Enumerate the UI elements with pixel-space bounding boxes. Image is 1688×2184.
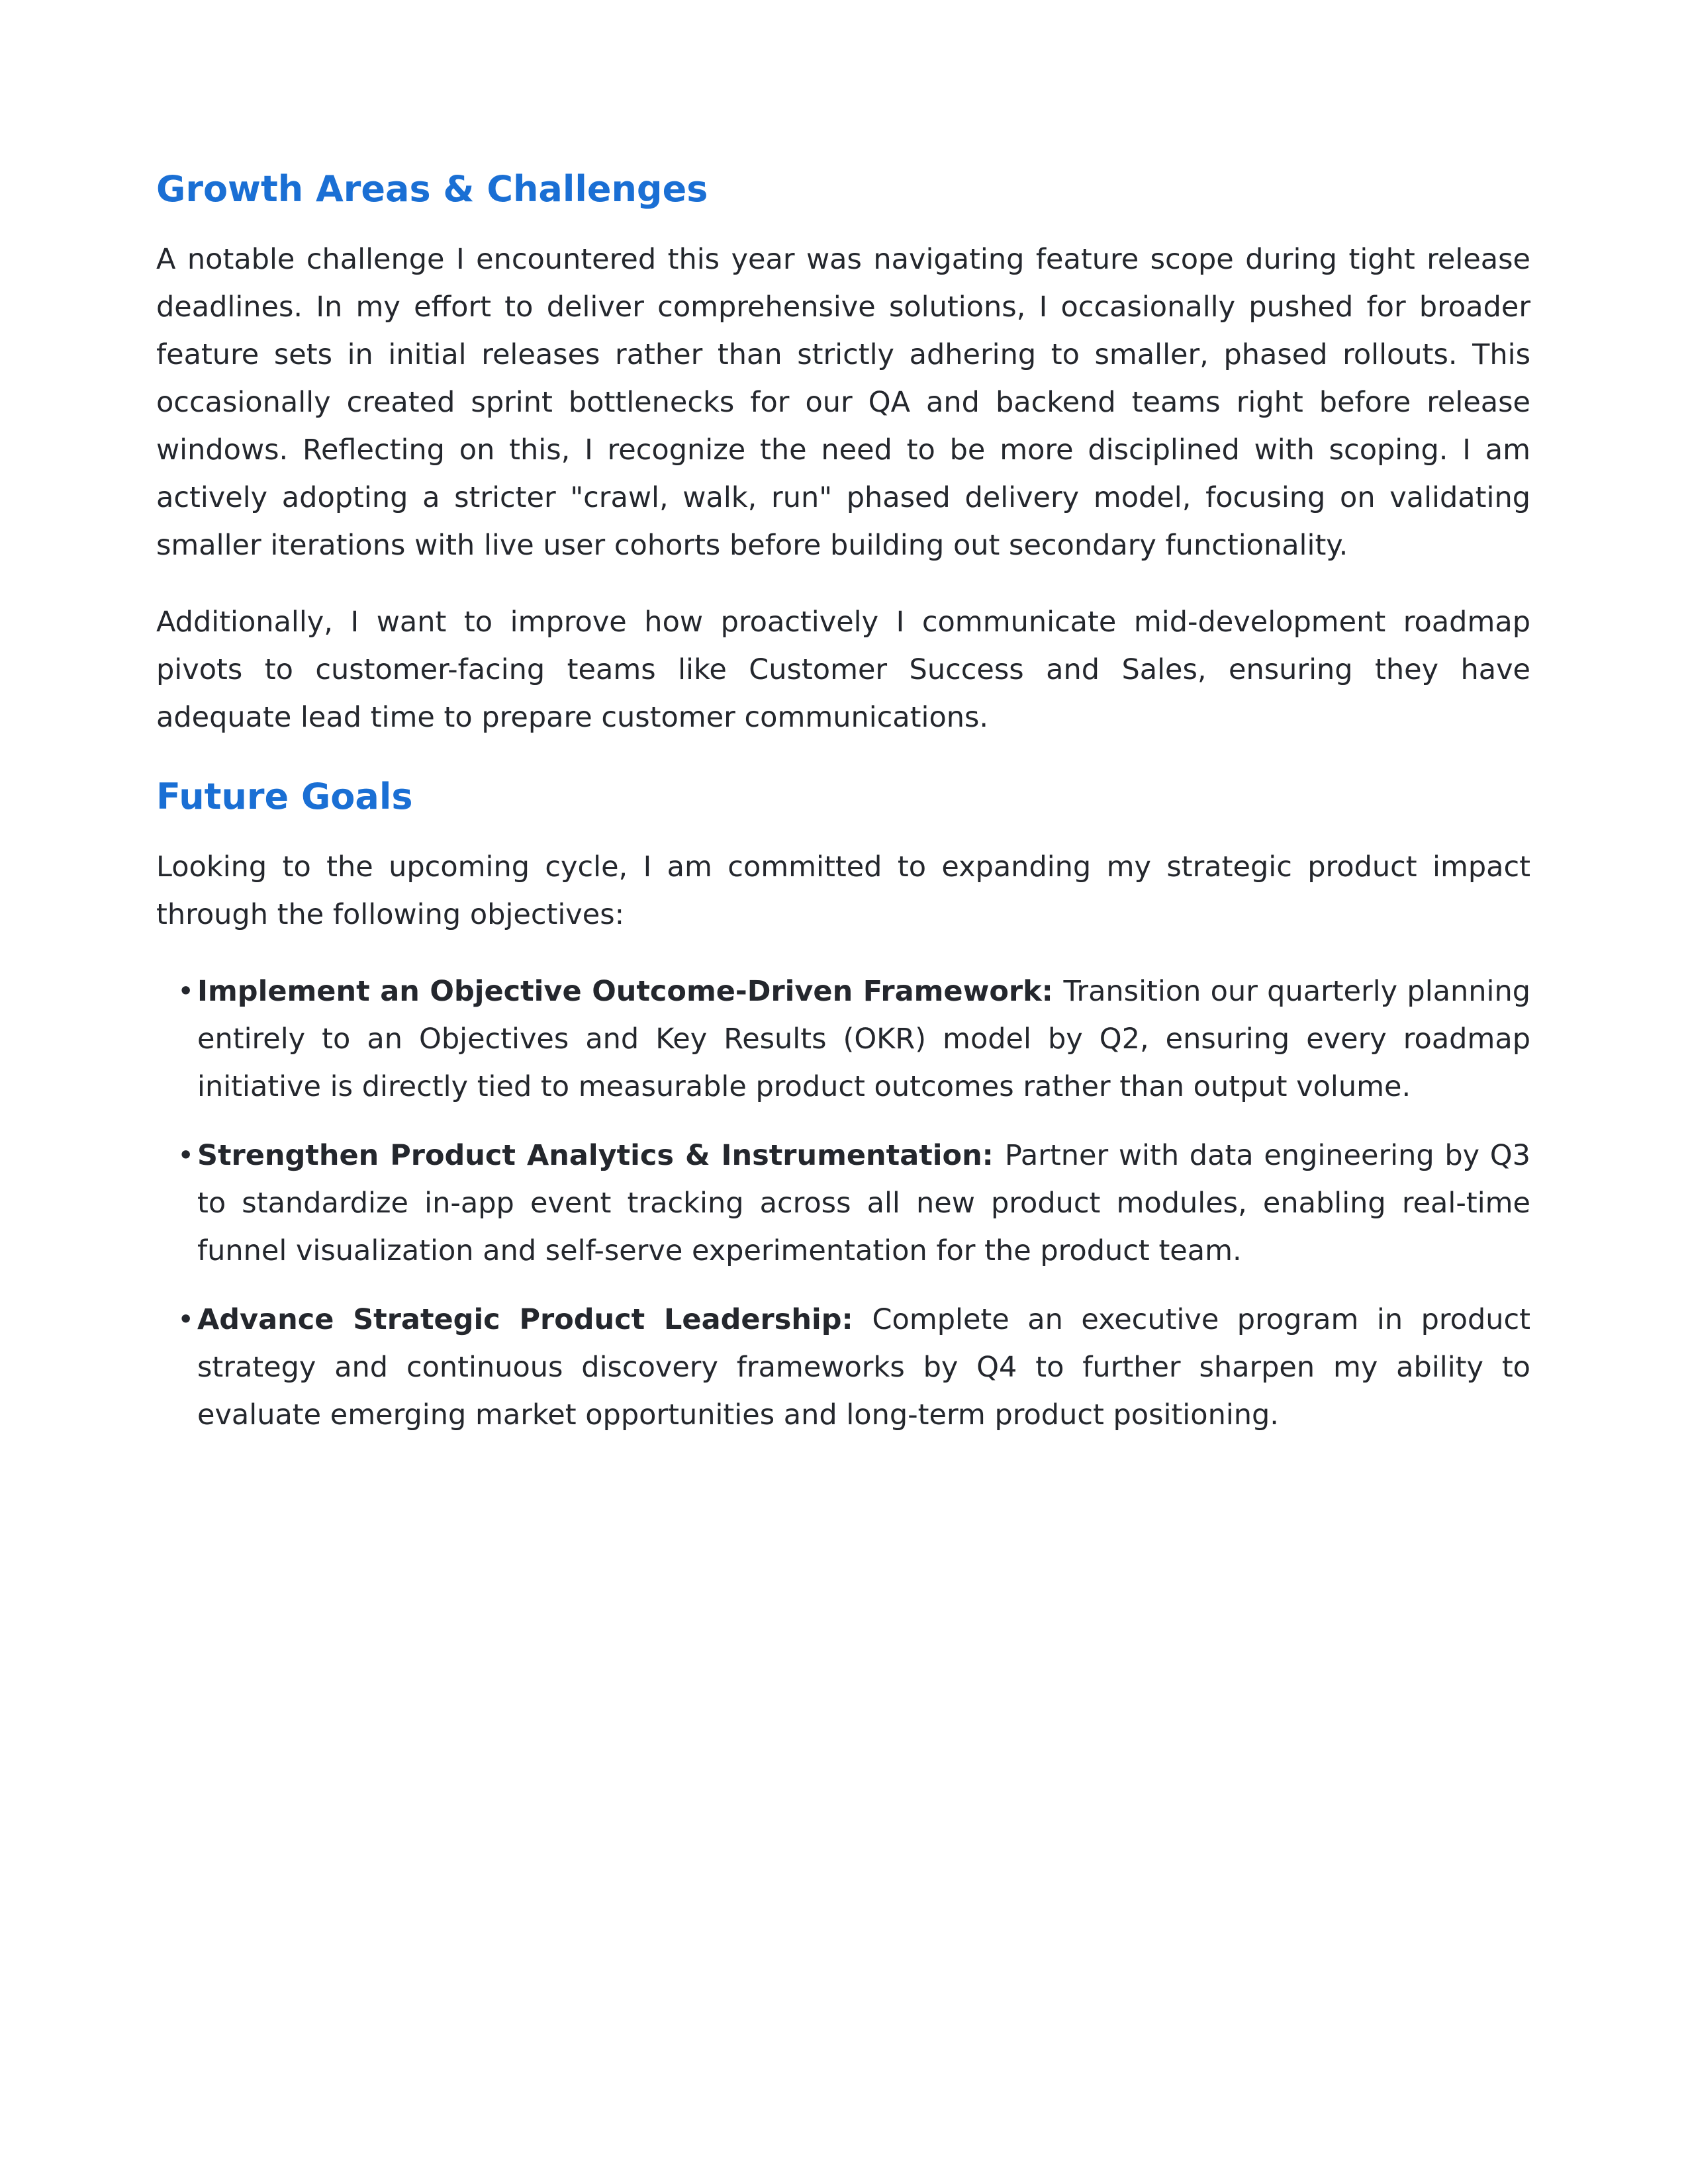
growth-paragraph-2: Additionally, I want to improve how proactively I communicate mid-development roadmap pivots to customer-facing teams like Customer Success and Sales, ensuring they have adequate lead time to prepare customer communications.: [156, 606, 1530, 734]
goals-section: [156, 773, 1530, 1439]
goal-item: [177, 1296, 1530, 1439]
goal-title: Strengthen Product Analytics & Instrumentation:: [197, 1139, 1005, 1172]
growth-paragraph-1: A notable challenge I encountered this year was navigating feature scope during tight release deadlines. In my effort to deliver comprehensive solutions, I occasionally pushed for broader feature sets in initial releases rather than strictly adhering to smaller, phased rollouts. This occasionally created sprint bottlenecks for our QA and backend teams right before release windows. Reflecting on this, I recognize the need to be more disciplined with scoping. I am actively adopting a stricter "crawl, walk, run" phased delivery model, focusing on validating smaller iterations with live user cohorts before building out secondary functionality.: [156, 243, 1530, 562]
growth-section: [156, 165, 1530, 741]
goals-list: [156, 968, 1530, 1439]
goal-text: Transition our quarterly planning entirely to an Objectives and Key Results (OKR) model by Q2, ensuring every roadmap initiative is directly tied to measurable product outcomes rather than output volume.: [197, 975, 1530, 1103]
goal-text: Complete an executive program in product strategy and continuous discovery frameworks by Q4 to further sharpen my ability to evaluate emerging market opportunities and long-term product positioning.: [197, 1303, 1530, 1432]
goals-intro: Looking to the upcoming cycle, I am committed to expanding my strategic product impact through the following objectives:: [156, 850, 1530, 931]
goal-title: Advance Strategic Product Leadership:: [197, 1303, 872, 1336]
growth-heading: Growth Areas & Challenges: [156, 168, 708, 210]
goal-item: [177, 1132, 1530, 1275]
document-page: [156, 165, 1530, 1460]
goal-title: Implement an Objective Outcome-Driven Framework:: [197, 975, 1064, 1008]
bullet-icon: •: [177, 1139, 195, 1172]
goal-item: [177, 968, 1530, 1111]
bullet-icon: •: [177, 1303, 195, 1336]
bullet-icon: •: [177, 975, 195, 1008]
goals-heading: Future Goals: [156, 776, 413, 817]
goal-text: Partner with data engineering by Q3 to standardize in-app event tracking across all new product modules, enabling real-time funnel visualization and self-serve experimentation for the product team.: [197, 1139, 1530, 1267]
